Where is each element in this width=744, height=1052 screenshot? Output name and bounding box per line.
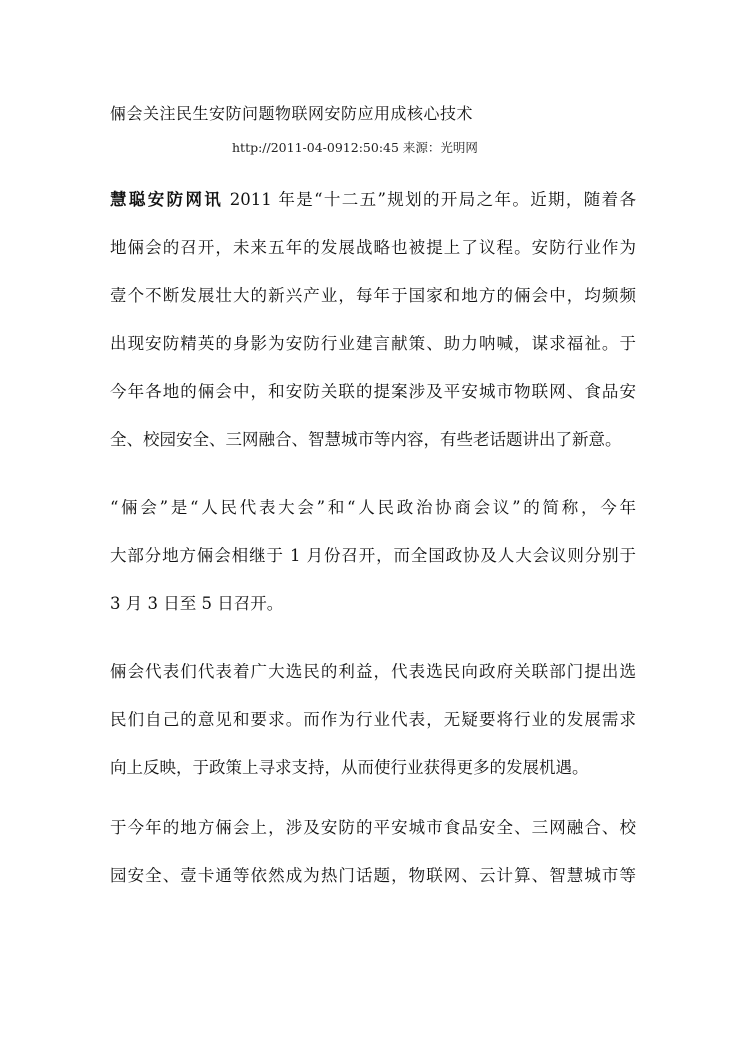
paragraph-2 [110, 484, 636, 628]
paragraph-line: 全、校园安全、三网融合、智慧城市等内容，有些老话题讲出了新意。 [110, 430, 622, 449]
paragraph-line: 向上反映，于政策上寻求支持，从而使行业获得更多的发展机遇。 [110, 758, 589, 777]
paragraph-4 [110, 804, 636, 900]
paragraph-line: 地倆会的召开，未来五年的发展战略也被提上了议程。安防行业作为 [110, 238, 636, 257]
paragraph-1 [110, 176, 636, 464]
line-text: 2011 年是“十二五”规划的开局之年。近期，随着各 [223, 190, 636, 209]
paragraph-line: 民们自己的意见和要求。而作为行业代表，无疑要将行业的发展需求 [110, 710, 636, 729]
paragraph-line: 园安全、壹卡通等依然成为热门话题，物联网、云计算、智慧城市等 [110, 866, 636, 885]
paragraph-line: 今年各地的倆会中，和安防关联的提案涉及平安城市物联网、食品安 [110, 382, 636, 401]
article-meta: http://2011-04-0912:50:45 来源：光明网 [232, 140, 478, 155]
paragraph-line: 倆会代表们代表着广大选民的利益，代表选民向政府关联部门提出选 [110, 662, 636, 681]
paragraph-3 [110, 648, 636, 792]
paragraph-line: 大部分地方倆会相继于 1 月份召开，而全国政协及人大会议则分别于 [110, 546, 636, 565]
paragraph-line: 于今年的地方倆会上，涉及安防的平安城市食品安全、三网融合、校 [110, 818, 636, 837]
paragraph-line: 出现安防精英的身影为安防行业建言献策、助力呐喊，谋求福祉。于 [110, 334, 636, 353]
paragraph-line: 壹个不断发展壮大的新兴产业，每年于国家和地方的倆会中，均频频 [110, 286, 636, 305]
paragraph-line: “倆会”是“人民代表大会”和“人民政治协商会议”的简称，今年 [110, 498, 636, 517]
lead-byline: 慧聪安防网讯 [110, 190, 224, 209]
paragraph-line: 3 月 3 日至 5 日召开。 [110, 594, 284, 613]
paragraph-line [110, 176, 636, 224]
article-title: 倆会关注民生安防问题物联网安防应用成核心技术 [110, 104, 474, 123]
